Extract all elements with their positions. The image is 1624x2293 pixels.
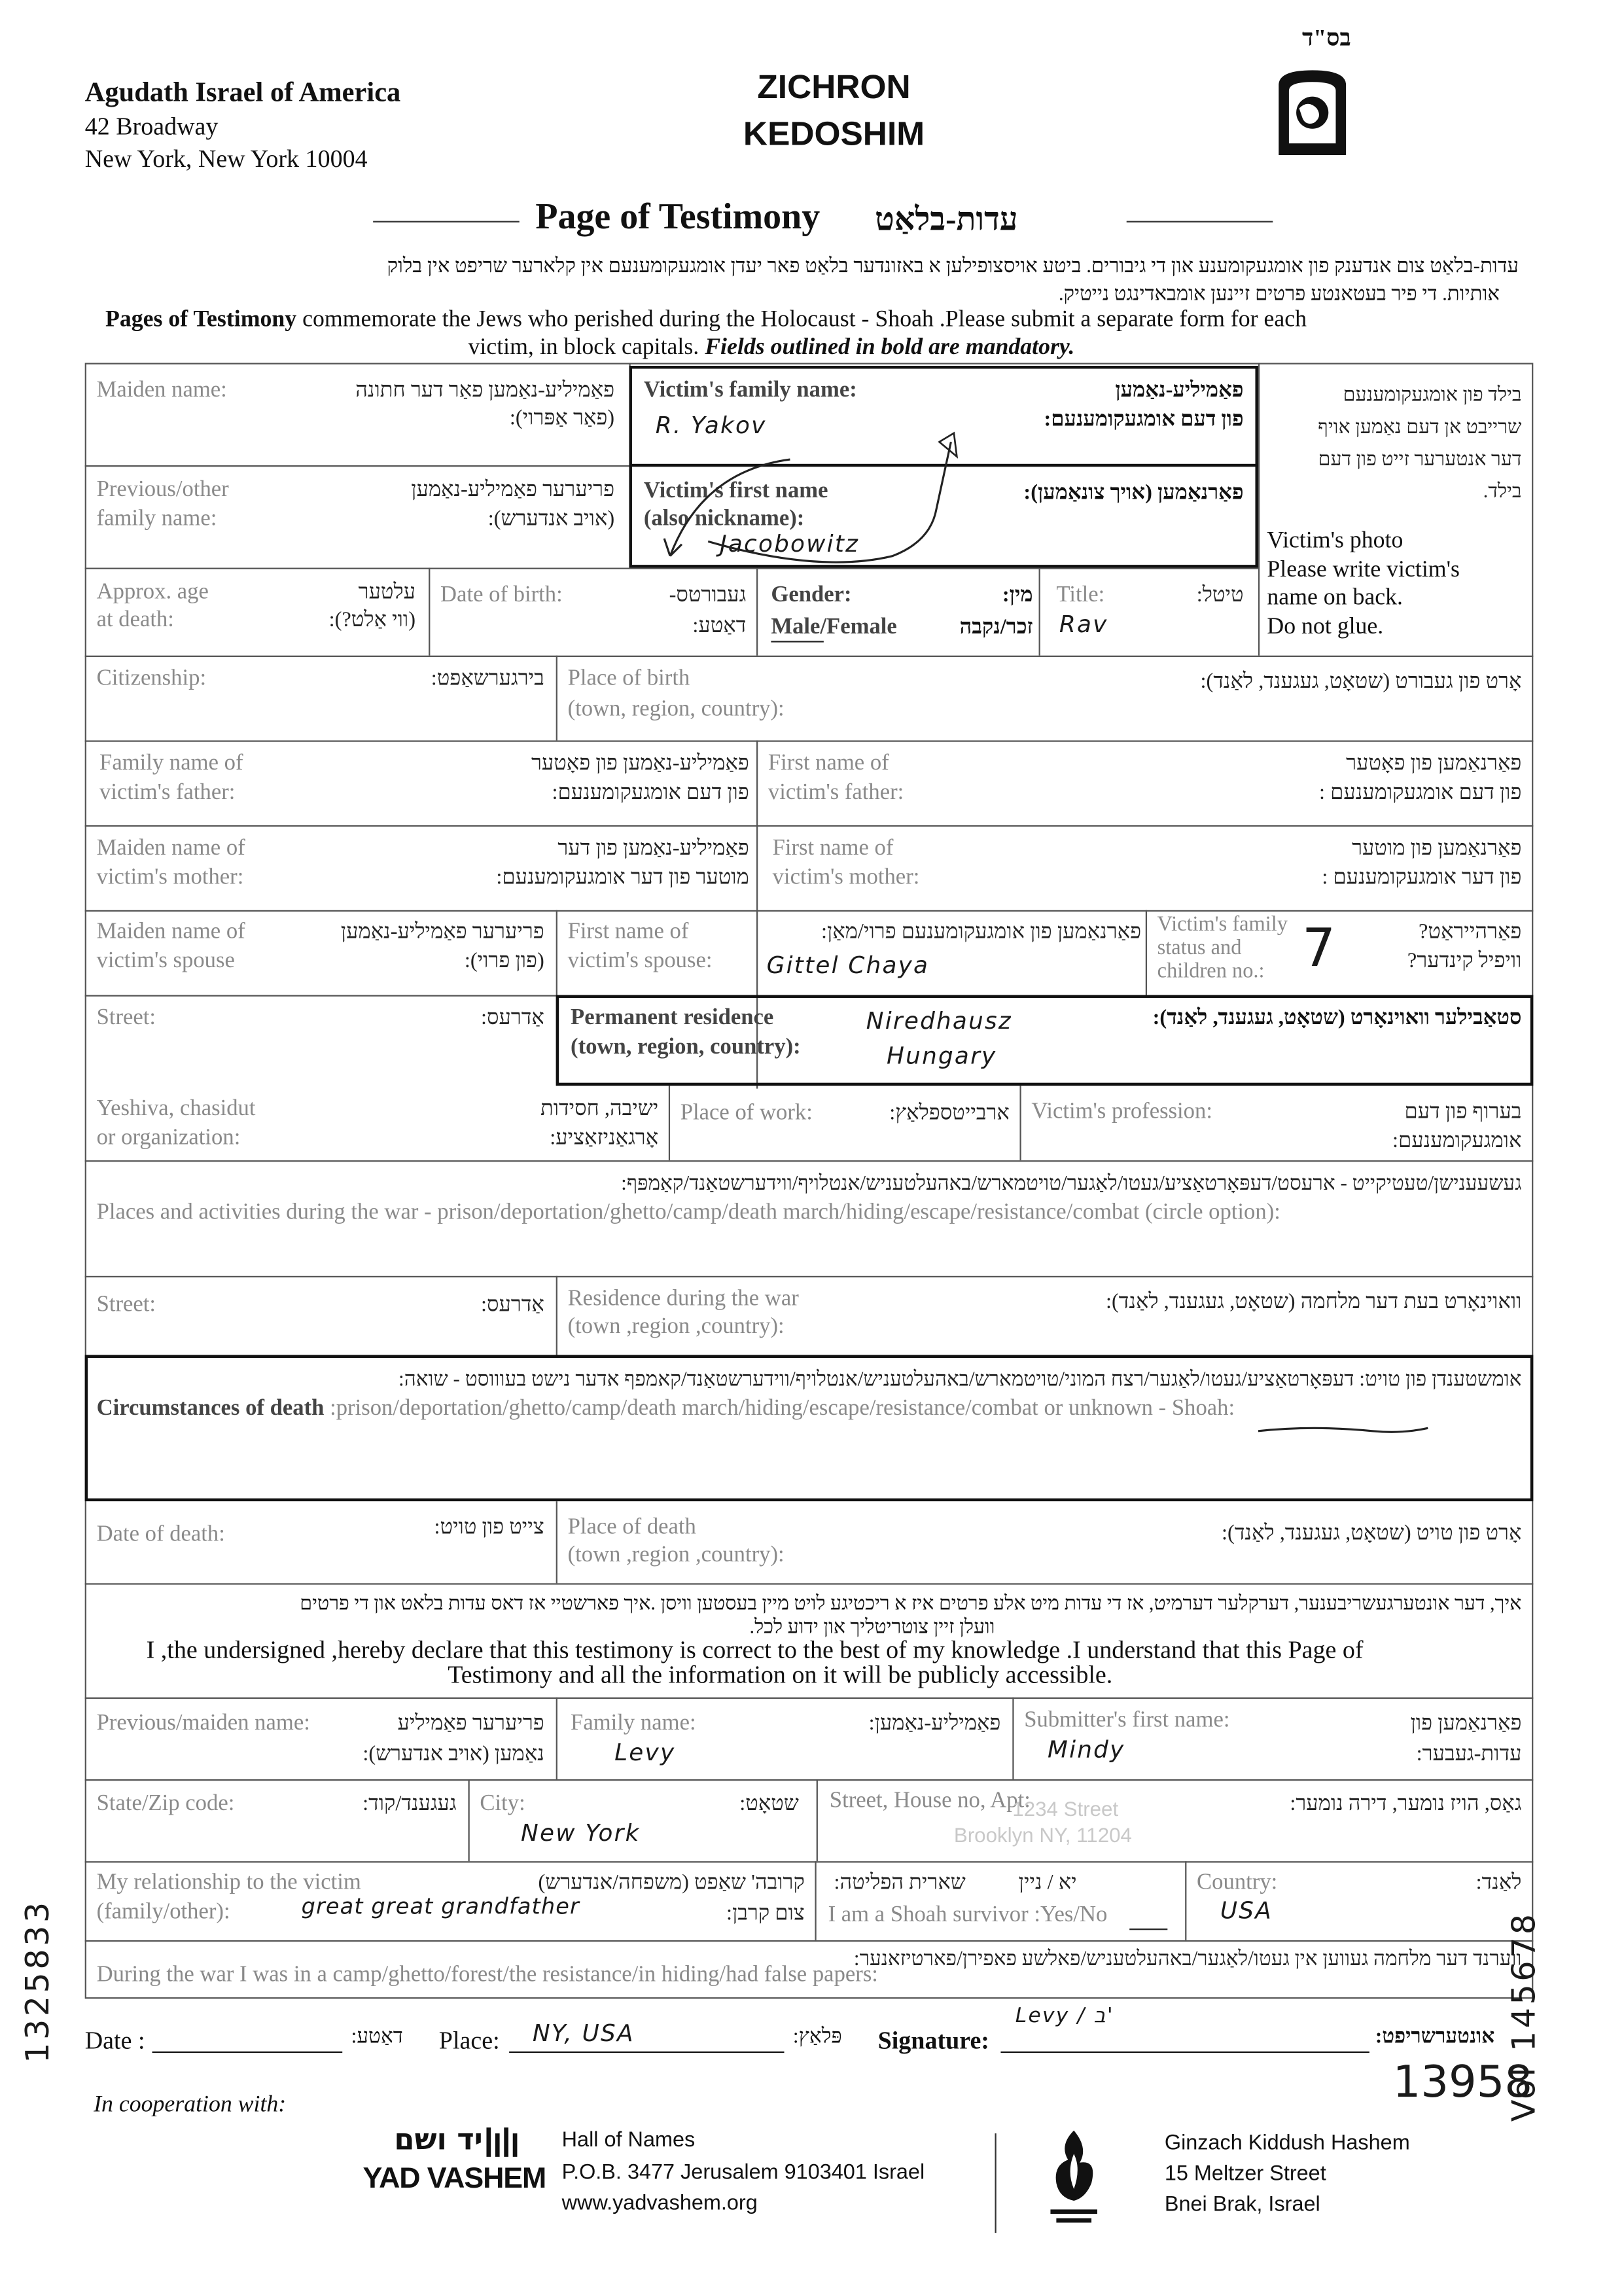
- yad-vashem-link[interactable]: www.yadvashem.org: [561, 2192, 758, 2216]
- maiden-name-label: Maiden name:: [96, 377, 227, 402]
- country-input[interactable]: USA: [1220, 1896, 1273, 1925]
- intro-english-1: Pages of Testimony commemorate the Jews who perished during the Holocaust - Shoah .Please submit a separate form for each: [105, 307, 1307, 332]
- children-count-input[interactable]: 7: [1302, 919, 1337, 979]
- maiden-name-input[interactable]: [97, 398, 316, 427]
- org-city: New York, New York 10004: [84, 145, 368, 173]
- title-input[interactable]: Rav: [1059, 610, 1108, 638]
- first-name-input[interactable]: Jacobowitz: [720, 529, 860, 558]
- war-camp-options[interactable]: During the war I was in a camp/ghetto/forest/the resistance/in hiding/had false papers:: [96, 1962, 878, 1987]
- war-activities-options[interactable]: Places and activities during the war - prison/deportation/ghetto/camp/death march/hiding/escape/resistance/combat (circle option):: [96, 1200, 1280, 1225]
- org-street: 42 Broadway: [84, 113, 219, 141]
- intro-english-2: victim, in block capitals. Fields outlined in bold are mandatory.: [468, 335, 1075, 361]
- survivor-options[interactable]: I am a Shoah survivor :Yes/No: [828, 1902, 1108, 1927]
- agudah-logo-icon: [1273, 64, 1352, 161]
- submitter-first-input[interactable]: Mindy: [1047, 1735, 1125, 1764]
- circumstances-options[interactable]: Circumstances of death :prison/deportation/ghetto/camp/death march/hiding/escape/resistance/combat or unknown - Shoah:: [96, 1396, 1235, 1421]
- form-title-hebrew: עדות-בלאַט: [875, 200, 1018, 238]
- org-name: Agudath Israel of America: [84, 77, 401, 109]
- ginzach-logo-icon: [1042, 2125, 1106, 2230]
- yad-vashem-flame-icon: [485, 2125, 523, 2160]
- place-input[interactable]: NY, USA: [532, 2019, 635, 2048]
- date-input[interactable]: [152, 2052, 343, 2053]
- form-title: Page of Testimony: [535, 197, 821, 238]
- correction-arrow-icon: [644, 427, 980, 574]
- family-name-label: Victim's family name:: [643, 377, 857, 402]
- handwritten-number: 13958: [1392, 2057, 1533, 2109]
- address-stamp: 1234 Street: [1012, 1796, 1119, 1821]
- spouse-first-input[interactable]: Gittel Chaya: [766, 951, 930, 979]
- unknown-underline-icon: [1255, 1422, 1430, 1440]
- relationship-input[interactable]: great great grandfather: [301, 1893, 580, 1920]
- submitter-city-input[interactable]: New York: [521, 1819, 641, 1847]
- yad-vashem-logo-hebrew: יד ושם: [394, 2122, 483, 2157]
- margin-note-left: 1325833: [20, 1899, 58, 2063]
- gender-options[interactable]: Male/Female: [771, 614, 897, 640]
- signature-input[interactable]: Levy / ב': [1015, 2004, 1114, 2029]
- submitter-family-input[interactable]: Levy: [614, 1738, 676, 1766]
- title-kedoshim: KEDOSHIM: [743, 114, 925, 152]
- title-zichron: ZICHRON: [757, 67, 911, 105]
- bsd-mark: בס"ד: [1302, 26, 1351, 52]
- photo-instructions: Victim's photo Please write victim's name on back. Do not glue.: [1267, 528, 1460, 639]
- margin-note-right: Vol 145678: [1507, 1911, 1544, 2122]
- intro-yiddish-2: אותיות. די פיר בעטאנטע פרטים זיינען אומבאדינגט נייטיק.: [1058, 282, 1500, 305]
- family-name-input[interactable]: R. Yakov: [655, 411, 767, 439]
- intro-yiddish-1: עדות-בלאַט צום אנדענק פון אומגעקומענע און די גיבורים. ביטע אויסצופילען א באזונדער בלאַט פאר יעדן אומגעקומענעם אין קלארער שריפט אין בלוק: [387, 255, 1519, 277]
- yad-vashem-logo: YAD VASHEM: [362, 2162, 546, 2195]
- first-name-label: Victim's first name: [643, 478, 828, 504]
- testimony-page: Agudath Israel of America 42 Broadway New York, New York 10004 ZICHRON KEDOSHIM בס"ד Page of Testimony עדות-בלאַט עדות-בלאַט צום אנדענק פון אומגעקומענע און די גיבורים. ביטע אויסצופילען א באזונדער בלאַט פאר יעדן אומגעקומענעם אין קלארער שריפט אין בלוק אותיות. די פיר בעטאנטע פרטים זיינען אומבאדינגט נייטיק. Pages of Testimony commemorate the Jews who perished during the Holocaust - Shoah .Please submit a separate form for each victim, in block capitals. Fields outlined in bold are mandatory. Maiden name: פאַמיליע-נאַמען פאַר דער חתונה (פאַר אַפּרוי): Victim's family name: פאַמיליע-נאַמען פון דעם אומגעקומענעם: R. Yakov בילד פון אומגעקומענעם שרייבט אן דעם נאַמען אויף דער אנטערער זייט פון דעם בילד. Victim's photo Please write victim's name on back. Do not glue. Previous/other family name: פריערער פאַמיליע-נאַמען (אויב אנדערש): Victim's first name (also nickname): פאַרנאַמען (אויך צונאַמען): Jacobowitz Approx. age at death: עלטער (ווי אַלט?): Date of birth: געבורטס- דאַטע: Gender: Male/Female מין: זכר/נקבה Title: טיטל: Rav Citizenship: בירגערשאַפט: Place of birth (town, region, country): אָרט פון געבורט (שטאָט, געגענד, לאַנד): Family name of victim's father: פאַמיליע-נאַמען פון פאָטער פון דעם אומגעקומענעם: First name of victim's father: פאַרנאַמען פון פאָטער פון דעם אומגעקומענעם : Maiden name of victim's mother: פאַמיליע-נאַמען פון דער מוטער פון דער אומגעקומענעם: First name of victim's mother: פאַרנאַמען פון מוטער פון דער אומגעקומענעם : Maiden name of victim's spouse פריערער פאַמיליע-נאַמען (פון פרוי): First name of victim's spouse: פאַרנאַמען פון אומגעקומענעם פרוי/מאַן: Gittel Chaya Victim's family status and children no.: פאַרהייראַט? וויפיל קינדער? 7 Street: אַדרעס: Permanent residence (town, region, country): סטאַבילער וואוינאָרט (שטאָט, געגענד, לאַנד): Niredhausz Hungary Yeshiva, chasidut or organization: ישיבה, חסידות אָרגאַניזאַציע: Place of work: ארבייטספלאַץ: Victim's profession: בערוף פון דעם אומגעקומענעם: געשעענישן/טעטיקייט - ארעסט/דעפּאָרטאַציע/געטו/לאַגער/טויטמארש/באהעלטעניש/אנטלויף/ווידערשטאַנד/קאַמפּף: Places and activities during the war - prison/deportation/ghetto/camp/death march/hiding/escape/resistance/combat (circle option): Street: אַדרעס: Residence during the war (town ,region ,country): וואוינאָרט בעת דער מלחמה (שטאָט, געגענד, לאַנד): אומשטענדן פון טויט: דעפּאָרטאַציע/געטו/לאַגער/רצח המוני/טויטמארש/באהעלטעניש/אנטלויף/ווידערשטאַנד/קאמפף אדער נישט בעוווסט - שואה: Circumstances of death :prison/deportation/ghetto/camp/death march/hiding/escape/resistance/combat or unknown - Shoah: Date of death: צייט פון טויט: Place of death (town ,region ,country): אָרט פון טויט (שטאָט, געגענד, לאַנד): איך, דער אונטערגעשריבענער, דערקלער דערמיט, אז די עדות מיט אלע פרטים איז א ריכטיגע לויט מיין בעסטען וויסן .איך פארשטיי אז דאס עדות בלאט און די פרטים וועלן זיין צוטריטליך און ידוע לכל. I ,the undersigned ,hereby declare that this testimony is correct to the best of my knowledge .I understand that this Page of Testimony and all the information on it will be publicly accessible. Previous/maiden name: פריערער פאַמיליע נאַמען (אויב אנדערש): Family name: פאַמיליע-נאַמען: Levy Submitter's first name: פאַרנאַמען פון עדות-געבער: Mindy State/Zip code: געגענד/קוד: City: שטאָט: New York Street, House no, Apt: גאַס, הויז נומער, דירה נומער: 1234 Street Brooklyn NY, 11204 My relationship to the victim (family/other): קרובה' שאַפט (משפחה/אנדערש) צום קרבן: great great grandfather שארית הפליטה: יא / ניין I am a Shoah survivor :Yes/No Country: לאַנד: USA ווערנד דער מלחמה געווען אין געטו/לאַגער/באהעלטעניש/פאלשע פאפירן/פארטיזאנער: During the war I was in a camp/ghetto/forest/the resistance/in hiding/had false papers: Date : דאַטע: Place: NY, USA פּלאַץ: Signature: Levy / ב' אונטערשריפט: 13958 Vol 145678 1325833 In cooperation with: יד ושם YAD VASHEM Hall of Names P.O.B. 3477 Jerusalem 9103401 Israel www.yadvashem.org Ginzach Kiddush Hashem 15 Meltzer Street Bnei Brak, Israel: [0, 0, 1624, 2293]
- residence-input[interactable]: Niredhausz: [866, 1006, 1012, 1035]
